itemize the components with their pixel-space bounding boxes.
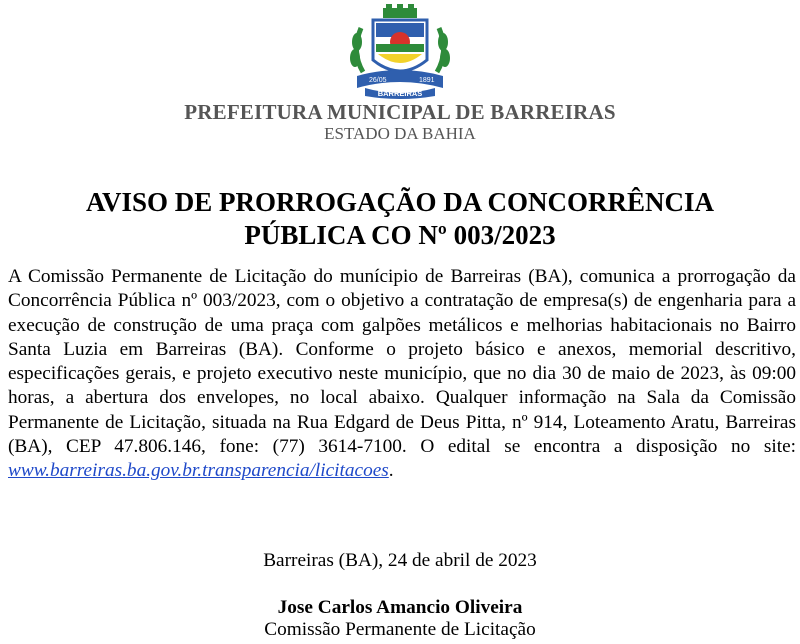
seal-graphic: [343, 2, 457, 100]
notice-body-text: A Comissão Permanente de Licitação do munícipio de Barreiras (BA), comunica a prorrogação da Concorrência Pública nº 003/2023, com o objetivo a contratação de empresa(s) de engenharia para a execução de construção de uma praça com galpões metálicos e melhorias habitacionais no Bairro Santa Luzia em Barreiras (BA). Conforme o projeto básico e anexos, memorial descritivo, especificações gerais, e projeto executivo neste município, que no dia 30 de maio de 2023, às 09:00 horas, a abertura dos envelopes, no local abaixo. Qualquer informação na Sala da Comissão Permanente de Licitação, situada na Rua Edgard de Deus Pitta, nº 914, Loteamento Aratu, Barreiras (BA), CEP 47.806.146, fone: (77) 3614-7100. O edital se encontra a disposição no site:: [8, 266, 796, 458]
document-header: [0, 100, 800, 144]
organization-name: PREFEITURA MUNICIPAL DE BARREIRAS: [184, 100, 616, 124]
transparency-link[interactable]: www.barreiras.ba.gov.br.transparencia/licitacoes: [8, 460, 389, 482]
notice-title-line-1: AVISO DE PRORROGAÇÃO DA CONCORRÊNCIA: [85, 187, 715, 217]
signer-role: Comissão Permanente de Licitação: [264, 619, 536, 640]
organization-state: ESTADO DA BAHIA: [324, 124, 476, 143]
seal-date-right: 1891: [419, 77, 435, 84]
notice-body: [8, 265, 796, 484]
notice-body-end: .: [388, 460, 394, 482]
date-line: Barreiras (BA), 24 de abril de 2023: [263, 550, 537, 571]
municipal-seal-logo: [343, 2, 457, 100]
signer-name: Jose Carlos Amancio Oliveira: [277, 597, 523, 618]
seal-date-left: 26/05: [369, 77, 387, 84]
notice-title-line-2: PÚBLICA CO Nº 003/2023: [244, 220, 556, 250]
notice-title: [0, 186, 800, 252]
seal-ribbon-text: BARREIRAS: [377, 89, 423, 98]
signature-block: [0, 597, 800, 641]
